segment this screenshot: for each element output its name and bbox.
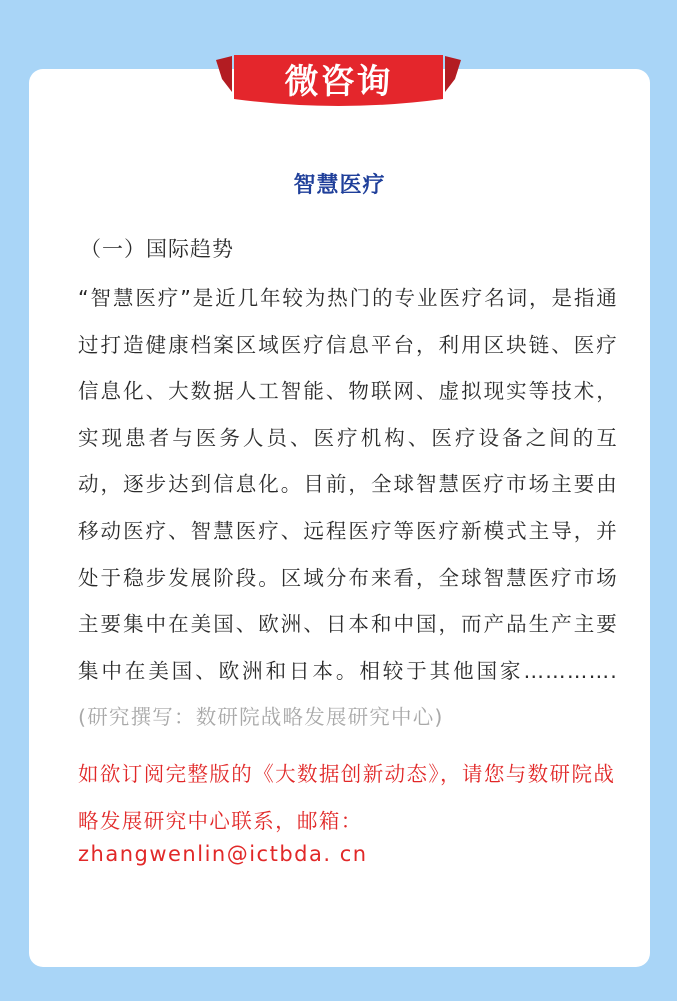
contact-email[interactable]: zhangwenlin@ictbda. cn (78, 842, 368, 866)
page-title: 智慧医疗 (293, 173, 386, 198)
banner-label: 微咨询 (284, 62, 393, 102)
subscription-notice: 如欲订阅完整版的《大数据创新动态》，请您与数研院战略发展研究中心联系，邮箱： (78, 762, 616, 833)
section-subheading: （一）国际趋势 (80, 237, 234, 261)
article-body (78, 275, 618, 741)
header-banner (216, 55, 461, 113)
article-source: (研究撰写：数研院战略发展研究中心) (78, 705, 444, 730)
article-body-text: “智慧医疗”是近几年较为热门的专业医疗名词，是指通过打造健康档案区域医疗信息平台，利用区块链、医疗信息化、大数据人工智能、物联网、虚拟现实等技术，实现患者与医务人员、医疗机构、医疗设备之间的互动，逐步达到信息化。目前，全球智慧医疗市场主要由移动医疗、智慧医疗、远程医疗等医疗新模式主导，并处于稳步发展阶段。区域分布来看，全球智慧医疗市场主要集中在美国、欧洲、日本和中国，而产品生产主要集中在美国、欧洲和日本。相较于其他国家…………. (78, 286, 618, 683)
